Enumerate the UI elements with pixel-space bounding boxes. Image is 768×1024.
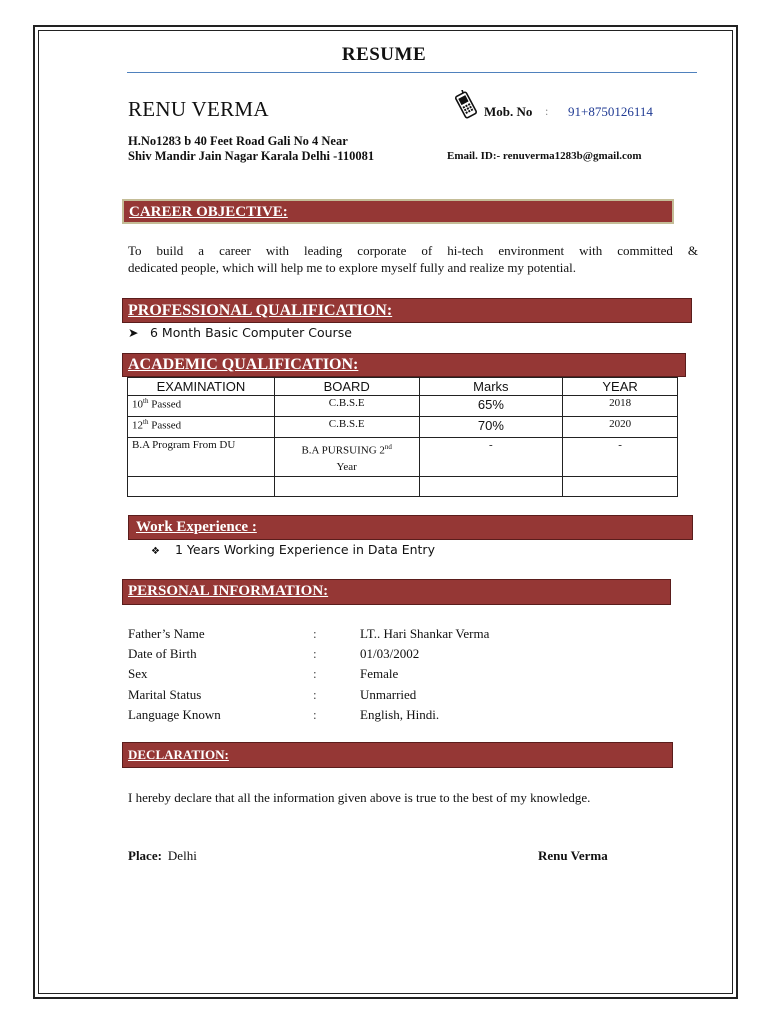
academic-table: [127, 377, 678, 497]
table-cell-marks: 65%: [419, 396, 563, 417]
address-line-1: H.No1283 b 40 Feet Road Gali No 4 Near: [128, 134, 348, 148]
table-row: [128, 396, 678, 417]
place-label: Place:: [128, 848, 162, 863]
personal-info-colon: :: [313, 646, 317, 661]
personal-info-colon: :: [313, 666, 317, 681]
section-title: PERSONAL INFORMATION:: [128, 583, 329, 599]
candidate-name: RENU VERMA: [128, 97, 269, 121]
personal-info-label: Date of Birth: [128, 646, 197, 661]
mobile-phone-icon: [452, 90, 480, 120]
table-header: YEAR: [563, 378, 678, 396]
professional-item-text: 6 Month Basic Computer Course: [150, 325, 352, 340]
table-cell-year: 2018: [563, 396, 678, 417]
email-address: Email. ID:- renuverma1283b@gmail.com: [447, 150, 642, 162]
table-cell-year: -: [563, 438, 678, 477]
table-cell-marks: -: [419, 438, 563, 477]
arrow-bullet-icon: ➤: [128, 325, 139, 340]
objective-line-2: dedicated people, which will help me to explore myself fully and realize my potential.: [128, 260, 576, 275]
section-title: Work Experience :: [136, 519, 257, 535]
section-personal-information: [122, 579, 671, 605]
section-title: PROFESSIONAL QUALIFICATION:: [128, 302, 393, 319]
mobile-number: 91+8750126114: [568, 104, 653, 119]
address-line-2: Shiv Mandir Jain Nagar Karala Delhi -110081: [128, 149, 375, 163]
section-title: DECLARATION:: [128, 747, 229, 762]
personal-info-colon: :: [313, 687, 317, 702]
table-cell-exam: 10th Passed: [128, 396, 275, 417]
table-header: BOARD: [274, 378, 419, 396]
personal-info-value: 01/03/2002: [360, 646, 420, 661]
table-cell-exam: B.A Program From DU: [128, 438, 275, 477]
section-title: ACADEMIC QUALIFICATION:: [128, 356, 359, 373]
personal-info-value: Female: [360, 666, 399, 681]
professional-item: [128, 325, 352, 340]
table-cell-board: C.B.S.E: [274, 396, 419, 417]
mobile-label: Mob. No: [484, 104, 533, 119]
title-divider: [127, 72, 697, 73]
section-professional-qualification: [122, 298, 692, 323]
personal-info-label: Marital Status: [128, 687, 202, 702]
personal-info-label: Language Known: [128, 707, 221, 722]
table-cell-year: 2020: [563, 417, 678, 438]
work-item-text: 1 Years Working Experience in Data Entry: [175, 542, 435, 557]
personal-info-colon: :: [313, 707, 317, 722]
objective-line-1: To build a career with leading corporate of hi-tech environment with committed &: [128, 243, 698, 258]
table-header-row: [128, 378, 678, 396]
personal-info-colon: :: [313, 626, 317, 641]
table-row: [128, 417, 678, 438]
table-cell-exam: 12th Passed: [128, 417, 275, 438]
table-header: Marks: [419, 378, 563, 396]
place-line: [128, 848, 197, 864]
mobile-separator: :: [545, 104, 549, 118]
signature-name: Renu Verma: [538, 848, 608, 863]
personal-info-label: Father’s Name: [128, 626, 205, 641]
personal-info-value: LT.. Hari Shankar Verma: [360, 626, 490, 641]
place-value: Delhi: [167, 848, 197, 863]
personal-info-value: English, Hindi.: [360, 707, 440, 722]
table-row: [128, 438, 678, 477]
career-objective-text: [128, 242, 698, 276]
table-cell-marks: 70%: [419, 417, 563, 438]
diamond-bullet-icon: ❖: [151, 546, 160, 557]
section-title: CAREER OBJECTIVE:: [129, 204, 288, 220]
section-academic-qualification: [122, 353, 686, 377]
personal-info-value: Unmarried: [360, 687, 417, 702]
table-row-empty: [128, 476, 678, 496]
table-cell-board: C.B.S.E: [274, 417, 419, 438]
resume-title: RESUME: [341, 44, 427, 65]
section-career-objective: [122, 199, 674, 224]
section-work-experience: [128, 515, 693, 540]
address-block: [128, 134, 374, 164]
table-header: EXAMINATION: [128, 378, 275, 396]
declaration-text: I hereby declare that all the information given above is true to the best of my knowledge.: [128, 790, 591, 805]
section-declaration: [122, 742, 673, 768]
table-cell-board: B.A PURSUING 2nd Year: [274, 438, 419, 477]
work-item: [151, 542, 435, 557]
personal-info-label: Sex: [128, 666, 148, 681]
